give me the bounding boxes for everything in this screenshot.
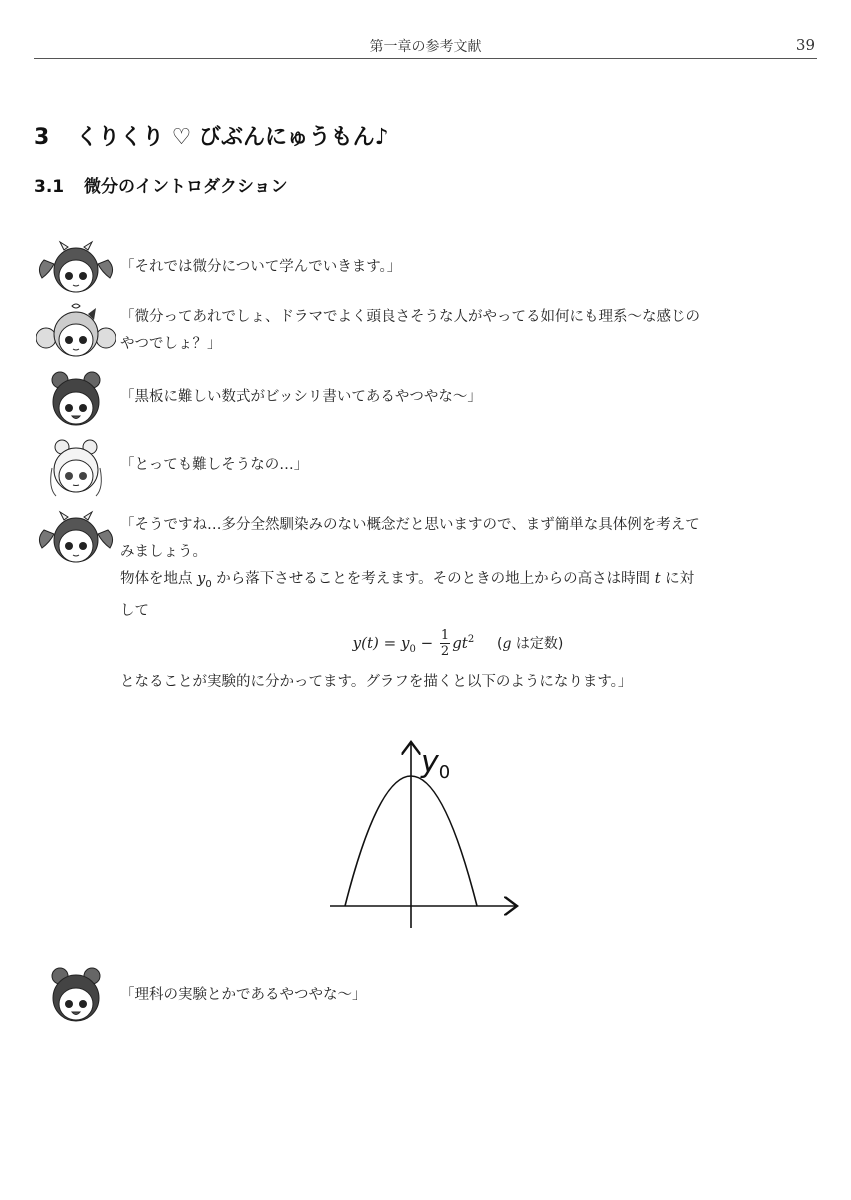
fall-equation: $y(t) = y_0$ − $\frac{1}{2}$ $gt^2$ (g は定数): [352, 628, 564, 660]
speech-text: 「黒板に難しい数式がビッシリ書いてあるやつやな〜」: [120, 389, 482, 405]
speech-text: 「理科の実験とかであるやつやな〜」: [120, 987, 367, 1003]
page-header: [34, 36, 817, 59]
twintail-girl-avatar-icon: [36, 302, 116, 362]
chapter-title: くりくり ♡ びぶんにゅうもん♪: [76, 125, 389, 150]
cow-ear-girl-avatar-icon: [36, 508, 116, 568]
fraction: $\frac{1}{2}$: [440, 628, 450, 660]
cow-ear-girl-avatar-icon: [36, 238, 116, 298]
equation-note: (g は定数): [497, 635, 564, 652]
chapter-number: 3: [34, 125, 50, 150]
speech-text: 「それでは微分について学んでいきます。」: [120, 259, 402, 275]
speech-text: 「そうですね…多分全然馴染みのない概念だと思いますので、まず簡単な具体例を考えて みましょう。 物体を地点 $y_0$ から落下させることを考えます。そのときの地上からの高さは時間 t に対 して $y(t) = y_0$ − $\frac{1}{2}$ $gt^2$ (g は定数) となることが実験的に分かってます。グラフを描くと以下のようになります。」: [120, 512, 796, 696]
chapter-heading: [34, 120, 389, 151]
section-number: 3.1: [34, 177, 65, 197]
light-hair-girl-avatar-icon: [36, 438, 116, 498]
bear-ear-girl-avatar-icon: [36, 370, 116, 430]
speech-text: 「とっても難しそうなの…」: [120, 457, 309, 473]
section-title: 微分のイントロダクション: [84, 177, 288, 197]
paragraph-2: 物体を地点 $y_0$ から落下させることを考えます。そのときの地上からの高さは時間 t に対: [120, 571, 695, 590]
section-heading: [34, 172, 288, 197]
page-number: 39: [795, 36, 815, 54]
speech-text: 「微分ってあれでしょ、ドラマでよく頭良さそうな人がやってる如何にも理系〜な感じの やつでしょ？」: [120, 309, 700, 352]
running-title: 第一章の参考文献: [369, 39, 482, 55]
bear-ear-girl-avatar-icon: [36, 966, 116, 1026]
y0-label: $y_0$: [421, 745, 451, 783]
parabola-graph: [325, 730, 525, 935]
